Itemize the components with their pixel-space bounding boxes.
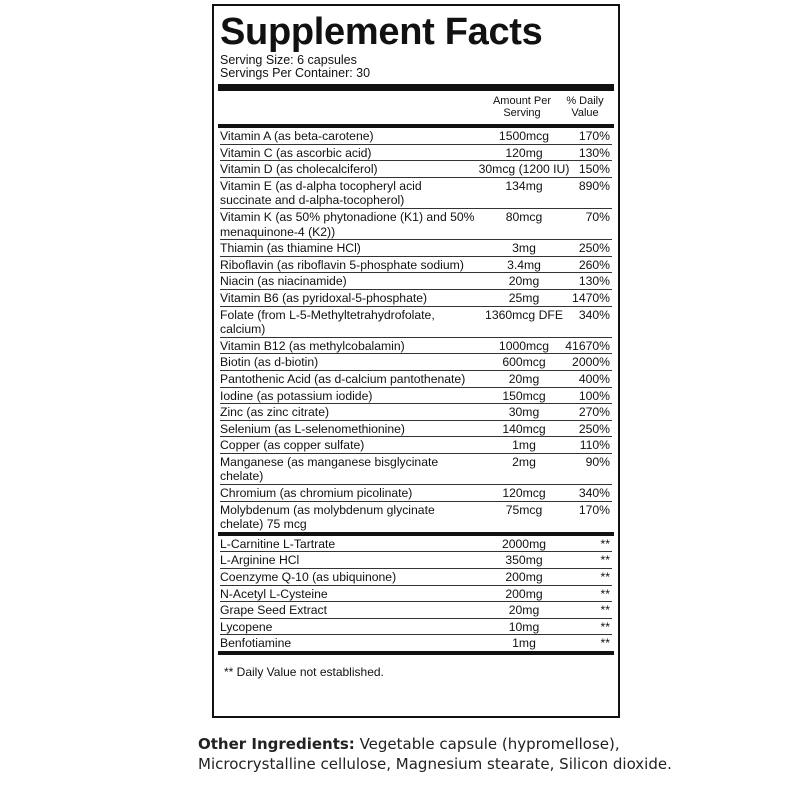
nutrient-daily-value: ** — [600, 636, 610, 651]
nutrient-daily-value: 110% — [579, 438, 610, 453]
nutrient-amount: 1000mcg — [498, 338, 550, 353]
nutrient-name: L-Carnitine L-Tartrate — [220, 536, 336, 551]
nutrient-row — [220, 306, 612, 337]
nutrient-row — [220, 551, 612, 568]
nutrient-row — [220, 387, 612, 404]
nutrient-row — [220, 601, 612, 618]
nutrient-row — [220, 208, 612, 239]
nutrient-daily-value: 260% — [578, 257, 610, 272]
nutrient-name: L-Arginine HCl — [220, 553, 300, 568]
nutrient-daily-value: ** — [600, 619, 610, 634]
nutrient-daily-value: 890% — [578, 178, 610, 193]
nutrient-daily-value: 250% — [578, 241, 610, 256]
nutrient-amount: 30mg — [508, 405, 540, 420]
nutrient-daily-value: 400% — [578, 371, 610, 386]
nutrient-daily-value: ** — [600, 603, 610, 618]
nutrient-amount: 2000mg — [501, 536, 547, 551]
nutrient-amount: 200mg — [505, 570, 543, 585]
nutrient-name: Chromium (as chromium picolinate) — [220, 486, 413, 501]
nutrient-amount: 200mg — [505, 586, 543, 601]
nutrient-row — [220, 289, 612, 306]
nutrient-row — [220, 337, 612, 354]
servings-per-container: Servings Per Container: 30 — [220, 66, 371, 80]
nutrient-row — [220, 353, 612, 370]
nutrient-row — [220, 144, 612, 161]
nutrient-row — [220, 585, 612, 602]
serving-size: Serving Size: 6 capsules — [220, 53, 357, 67]
nutrient-daily-value: 70% — [585, 209, 610, 224]
nutrient-amount: 25mg — [508, 290, 540, 305]
nutrient-name: Coenzyme Q-10 (as ubiquinone) — [220, 570, 397, 585]
nutrient-daily-value: ** — [600, 586, 610, 601]
nutrient-amount: 20mg — [508, 371, 540, 386]
nutrient-daily-value: 250% — [578, 421, 610, 436]
nutrient-amount: 140mcg — [502, 421, 546, 436]
nutrient-daily-value: 170% — [578, 129, 610, 143]
nutrient-name: Manganese (as manganese bisglycinate chelate) — [220, 454, 442, 484]
thick-divider — [218, 84, 614, 91]
nutrient-name: Zinc (as zinc citrate) — [220, 405, 330, 420]
nutrient-amount: 80mcg — [505, 209, 543, 224]
column-header — [220, 91, 612, 124]
nutrient-amount: 134mg — [505, 178, 543, 193]
other-nutrient-list — [220, 536, 612, 651]
nutrient-name: N-Acetyl L-Cysteine — [220, 586, 328, 601]
nutrient-name: Vitamin E (as d-alpha tocopheryl acid succinate and d-alpha-tocopherol) — [220, 178, 426, 208]
nutrient-amount: 1500mcg — [498, 129, 550, 143]
nutrient-row — [220, 436, 612, 453]
nutrient-daily-value: 1470% — [572, 290, 610, 305]
nutrient-name: Riboflavin (as riboflavin 5-phosphate sodium) — [220, 257, 464, 272]
nutrient-amount: 20mg — [508, 603, 540, 618]
nutrient-name: Vitamin B12 (as methylcobalamin) — [220, 338, 405, 353]
nutrient-row — [220, 453, 612, 484]
nutrient-amount: 3.4mg — [507, 257, 541, 272]
nutrient-name: Molybdenum (as molybdenum glycinate chelate) 75 mcg — [220, 502, 439, 532]
nutrient-daily-value: 41670% — [565, 338, 610, 353]
nutrient-row — [220, 634, 612, 651]
nutrient-row — [220, 239, 612, 256]
nutrient-name: Folate (from L-5-Methyltetrahydrofolate, calcium) — [220, 307, 439, 337]
nutrient-daily-value: ** — [600, 553, 610, 568]
nutrient-amount: 600mcg — [502, 355, 546, 370]
nutrient-name: Copper (as copper sulfate) — [220, 438, 365, 453]
nutrient-name: Selenium (as L-selenomethionine) — [220, 421, 405, 436]
nutrient-name: Vitamin K (as 50% phytonadione (K1) and 50% menaquinone-4 (K2)) — [220, 209, 478, 239]
nutrient-daily-value: 100% — [578, 388, 610, 403]
nutrient-name: Grape Seed Extract — [220, 603, 328, 618]
daily-value-footnote: ** Daily Value not established. — [224, 665, 384, 679]
nutrient-name: Pantothenic Acid (as d-calcium pantothenate) — [220, 371, 466, 386]
nutrient-name: Niacin (as niacinamide) — [220, 274, 347, 289]
nutrient-row — [220, 403, 612, 420]
nutrient-row — [220, 272, 612, 289]
nutrient-name: Iodine (as potassium iodide) — [220, 388, 373, 403]
nutrient-name: Vitamin B6 (as pyridoxal-5-phosphate) — [220, 290, 428, 305]
nutrient-row — [220, 536, 612, 552]
supplement-facts-panel — [212, 4, 620, 718]
nutrient-daily-value: 270% — [578, 405, 610, 420]
daily-value-header: % Daily Value — [566, 95, 604, 119]
nutrient-name: Thiamin (as thiamine HCl) — [220, 241, 361, 256]
other-ingredients-label: Other Ingredients: — [198, 735, 355, 753]
nutrient-amount: 1mg — [512, 636, 536, 651]
nutrient-amount: 75mcg — [505, 502, 543, 517]
nutrient-daily-value: 130% — [578, 274, 610, 289]
nutrient-daily-value: 90% — [585, 454, 610, 469]
other-ingredients — [198, 734, 678, 774]
nutrient-daily-value: 340% — [578, 307, 610, 322]
nutrient-daily-value: 130% — [578, 145, 610, 160]
nutrient-name: Vitamin A (as beta-carotene) — [220, 129, 374, 143]
nutrient-amount: 10mg — [508, 619, 540, 634]
nutrient-amount: 120mg — [505, 145, 543, 160]
vitamin-list — [220, 128, 612, 532]
nutrient-daily-value: ** — [600, 536, 610, 551]
nutrient-name: Vitamin D (as cholecalciferol) — [220, 162, 378, 177]
amount-per-serving-header: Amount Per Serving — [492, 95, 552, 119]
nutrient-name: Benfotiamine — [220, 636, 292, 651]
nutrient-row — [220, 370, 612, 387]
nutrient-amount: 3mg — [512, 241, 536, 256]
nutrient-amount: 1mg — [512, 438, 536, 453]
other-ingredients-text: Vegetable capsule (hypromellose), Microcrystalline cellulose, Magnesium stearate, Silicon dioxide. — [198, 735, 672, 773]
nutrient-amount: 20mg — [508, 274, 540, 289]
nutrient-amount: 1360mcg DFE — [485, 307, 563, 322]
nutrient-daily-value: 2000% — [572, 355, 610, 370]
nutrient-amount: 150mcg — [502, 388, 546, 403]
nutrient-amount: 30mcg (1200 IU) — [478, 162, 570, 177]
bottom-divider — [218, 651, 614, 655]
nutrient-amount: 2mg — [512, 454, 536, 469]
nutrient-daily-value: 340% — [578, 486, 610, 501]
nutrient-row — [220, 256, 612, 273]
nutrient-row — [220, 501, 612, 532]
nutrient-amount: 350mg — [505, 553, 543, 568]
nutrient-row — [220, 128, 612, 144]
nutrient-daily-value: 170% — [578, 502, 610, 517]
nutrient-amount: 120mcg — [502, 486, 546, 501]
nutrient-name: Lycopene — [220, 619, 273, 634]
nutrient-daily-value: 150% — [578, 162, 610, 177]
nutrient-daily-value: ** — [600, 570, 610, 585]
panel-title: Supplement Facts — [220, 11, 543, 53]
nutrient-row — [220, 177, 612, 208]
nutrient-name: Biotin (as d-biotin) — [220, 355, 319, 370]
nutrient-row — [220, 484, 612, 501]
nutrient-row — [220, 618, 612, 635]
nutrient-name: Vitamin C (as ascorbic acid) — [220, 145, 372, 160]
nutrient-row — [220, 420, 612, 437]
nutrient-row — [220, 160, 612, 177]
nutrient-row — [220, 568, 612, 585]
